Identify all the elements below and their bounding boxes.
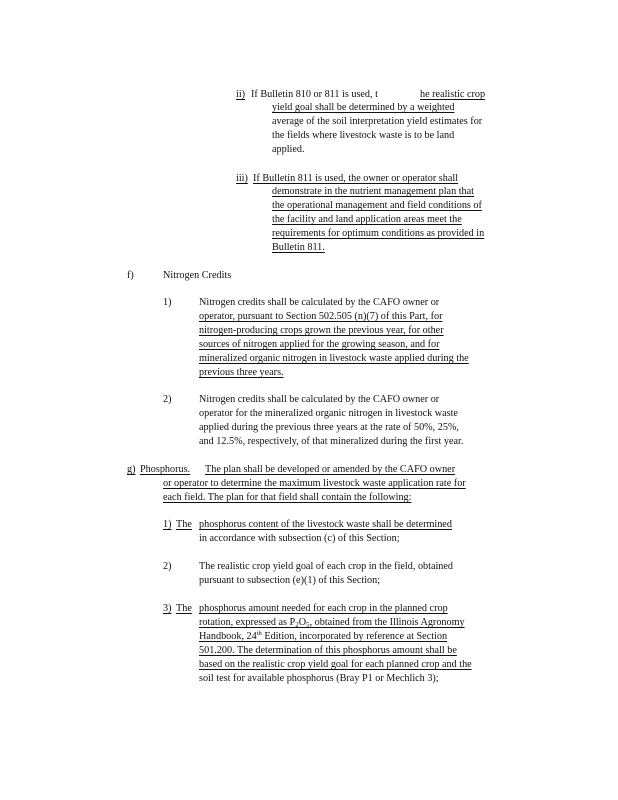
g-item-3-line-3b: Edition, incorporated by reference at Section [261,631,448,642]
g-item-1-the: The [176,519,192,530]
item-ii-line-5: applied. [272,144,305,155]
item-ii-line-2: yield goal shall be determined by a weighted [272,102,455,113]
item-iii-line-3: the operational management and field conditions of [272,200,482,211]
g-item-3-line-2c: , obtained from the Illinois Agronomy [309,617,465,628]
g-item-3-sub-2: 5 [306,621,310,629]
g-item-3-line-2 [199,616,465,629]
g-item-1-number: 1) [163,519,172,530]
g-item-3-line-3a: Handbook, 24 [199,631,257,642]
item-iii-line-4: the facility and land application areas meet the [272,214,462,225]
section-g-heading: Phosphorus. [140,464,191,475]
g-item-3-line-4: 501.200. The determination of this phosphorus amount shall be [199,645,457,656]
item-iii-line-6: Bulletin 811. [272,242,325,253]
f-item-1-line-6: previous three years. [199,367,284,378]
g-item-1-line-1: phosphorus content of the livestock waste shall be determined [199,519,452,530]
item-iii-line-5: requirements for optimum conditions as provided in [272,228,485,239]
f-item-1-line-1: Nitrogen credits shall be calculated by the CAFO owner or [199,297,440,308]
g-item-3-line-1: phosphorus amount needed for each crop in the planned crop [199,603,448,614]
section-f-heading: Nitrogen Credits [163,270,232,281]
g-item-2-number: 2) [163,561,172,572]
g-item-3-line-2b: O [298,617,307,628]
section-g-line-3: each field. The plan for that field shall contain the following: [163,492,412,503]
f-item-1-line-4: sources of nitrogen applied for the growing season, and for [199,339,440,350]
g-item-3-sub-1: 2 [295,621,299,629]
item-ii-line-4: the fields where livestock waste is to be land [272,130,455,141]
section-f-label: f) [127,270,134,281]
g-item-1-line-2: in accordance with subsection (c) of this Section; [199,533,400,544]
f-item-1-line-3: nitrogen-producing crops grown the previous year, for other [199,325,444,336]
section-g-line-2: or operator to determine the maximum livestock waste application rate for [163,478,466,489]
item-ii-line-3: average of the soil interpretation yield estimates for [272,116,483,127]
item-iii-line-1: If Bulletin 811 is used, the owner or operator shall [253,173,459,184]
g-item-3-sup: th [256,630,262,637]
item-iii-label: iii) [236,173,248,184]
g-item-3-line-3 [199,630,447,643]
f-item-1-line-2: operator, pursuant to Section 502.505 (n)(7) of this Part, for [199,311,443,322]
f-item-2-line-2: operator for the mineralized organic nitrogen in livestock waste [199,408,458,419]
item-iii-line-2: demonstrate in the nutrient management plan that [272,186,474,197]
g-item-3-the: The [176,603,192,614]
g-item-3-line-2a: rotation, expressed as P [199,617,296,628]
f-item-1-number: 1) [163,297,172,308]
item-ii-label: ii) [236,89,246,100]
f-item-2-line-1: Nitrogen credits shall be calculated by the CAFO owner or [199,394,440,405]
section-g-label: g) [127,464,136,475]
g-item-2-line-1: The realistic crop yield goal of each crop in the field, obtained [199,561,454,572]
section-g-line-1: The plan shall be developed or amended by the CAFO owner [205,464,456,475]
f-item-2-line-3: applied during the previous three years at the rate of 50%, 25%, [199,422,459,433]
f-item-1-line-5: mineralized organic nitrogen in livestock waste applied during the [199,353,469,364]
g-item-2-line-2: pursuant to subsection (e)(1) of this Section; [199,575,381,586]
g-item-3-line-5: based on the realistic crop yield goal for each planned crop and the [199,659,472,670]
item-ii-line-1b: he realistic crop [420,89,486,100]
g-item-3-line-6: soil test for available phosphorus (Bray P1 or Mechlich 3); [199,673,439,684]
item-ii-line-1a: If Bulletin 810 or 811 is used, t [251,89,378,100]
f-item-2-number: 2) [163,394,172,405]
f-item-2-line-4: and 12.5%, respectively, of that mineralized during the first year. [199,436,464,447]
g-item-3-number: 3) [163,603,172,614]
